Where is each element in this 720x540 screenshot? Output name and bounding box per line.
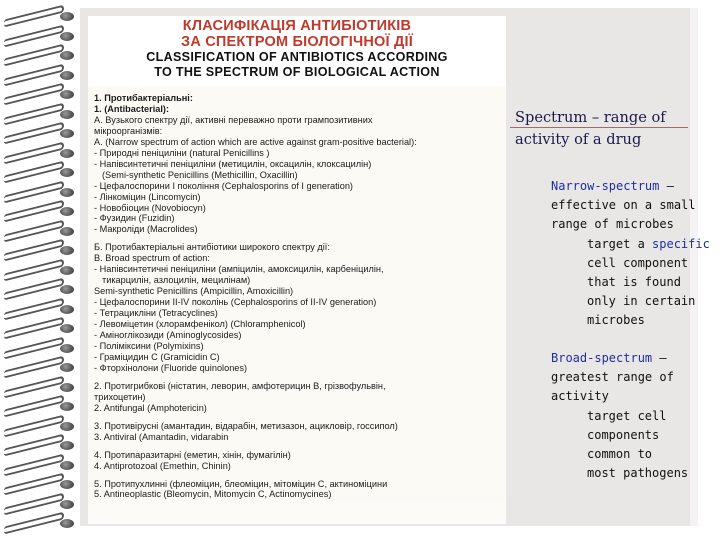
binding-ring (4, 381, 76, 394)
binding-hole (60, 188, 74, 197)
binding-wire (4, 141, 64, 164)
binding-ring (4, 10, 76, 23)
binding-hole (60, 12, 74, 21)
binding-wire (4, 63, 64, 86)
binding-wire (4, 336, 64, 359)
document-line: 3. Противірусні (амантадин, відарабін, метизазон, ацикловір, госсипол) (94, 420, 398, 431)
binding-wire (4, 44, 64, 67)
document-spacer (94, 443, 500, 450)
binding-ring (4, 127, 76, 140)
document-title-ua-2: ЗА СПЕКТРОМ БІОЛОГІЧНОЇ ДІЇ (181, 34, 413, 50)
narrow-dash: – (659, 179, 674, 193)
binding-ring (4, 361, 76, 374)
binding-hole (60, 168, 74, 177)
narrow-sub-line-3: that is found (587, 275, 681, 289)
document-line: 1. (Antibacterial): (94, 103, 170, 114)
binding-ring (4, 283, 76, 296)
narrow-line-2: effective on a small (551, 198, 696, 213)
binding-wire (4, 219, 64, 242)
binding-hole (60, 266, 74, 275)
document-line: 2. Antifungal (Amphotericin) (94, 402, 207, 413)
broad-sub-line-2: components (587, 427, 660, 442)
narrow-sub-line-2: cell component (587, 255, 689, 270)
binding-ring (4, 420, 76, 433)
binding-ring (4, 459, 76, 472)
binding-wire (4, 239, 64, 262)
binding-hole (60, 246, 74, 255)
binding-wire (4, 24, 64, 47)
binding-wire (4, 356, 64, 379)
binding-ring (4, 88, 76, 101)
binding-ring (4, 244, 76, 257)
binding-ring (4, 517, 76, 530)
binding-hole (60, 500, 74, 509)
broad-spectrum-subpoint (587, 407, 688, 484)
binding-wire (4, 297, 64, 320)
binding-hole (60, 519, 74, 528)
document-line: - Цефалоспорини I покоління (Cephalosporins of I generation) (94, 180, 353, 191)
document-line: - Фторхінолони (Fluoride quinolones) (94, 362, 248, 373)
narrow-sub-keyword: specific (652, 236, 710, 251)
narrow-sub-line-5: microbes (587, 313, 645, 328)
binding-ring (4, 303, 76, 316)
document-spacer (94, 374, 500, 381)
binding-wire (4, 258, 64, 281)
document-line: Semi-synthetic Penicillins (Ampicillin, Amoxicillin) (94, 286, 294, 297)
document-line: 1. Протибактеріальні: (94, 93, 193, 103)
binding-ring (4, 166, 76, 179)
broad-sub-line-1: target cell (587, 408, 667, 423)
broad-sub-line-4: most pathogens (587, 466, 689, 481)
document-line: - Природні пеніциліни (natural Penicillins ) (94, 147, 270, 158)
binding-hole (60, 90, 74, 99)
binding-ring (4, 225, 76, 238)
broad-term-line (551, 349, 674, 368)
broad-spectrum-definition (551, 349, 674, 407)
document-line: 5. Протипухлинні (флеоміцин, блеоміцин, мітоміцин С, актиноміцини (94, 478, 388, 489)
document-line: - Макроліди (Macrolides) (94, 224, 198, 235)
document-line: - Напівсинтетичні пеніциліни (ампіцилін, амоксицилін, карбеніцилін, (94, 264, 384, 275)
binding-hole (60, 227, 74, 236)
narrow-sub-line-1 (587, 235, 710, 254)
binding-hole (60, 32, 74, 41)
narrow-sub-line-4: only in certain (587, 294, 696, 309)
binding-wire (4, 492, 64, 515)
binding-ring (4, 108, 76, 121)
broad-line-2: greatest range of (551, 370, 674, 385)
binding-wire (4, 102, 64, 125)
binding-wire (4, 317, 64, 340)
binding-wire (4, 5, 64, 28)
binding-hole (60, 110, 74, 119)
binding-hole (60, 324, 74, 333)
binding-ring (4, 322, 76, 335)
document-line: - Граміцидин С (Gramicidin C) (94, 351, 220, 362)
document-line: - Цефалоспорини II-IV поколінь (Cephalosporins of II-IV generation) (94, 297, 377, 308)
narrow-sub-text: target a (587, 236, 653, 251)
binding-hole (60, 149, 74, 158)
document-spacer (94, 472, 500, 479)
binding-ring (4, 264, 76, 277)
binding-wire (4, 180, 64, 203)
binding-ring (4, 147, 76, 160)
binding-hole (60, 480, 74, 489)
binding-hole (60, 51, 74, 60)
document-title-en-1: CLASSIFICATION OF ANTIBIOTICS ACCORDING (146, 50, 448, 64)
broad-line-3: activity (551, 389, 609, 404)
document-line: B. Broad spectrum of action: (94, 253, 210, 264)
document-line: 4. Antiprotozoal (Emethin, Chinin) (94, 460, 231, 471)
binding-ring (4, 205, 76, 218)
heading-divider (510, 127, 688, 128)
document-line: - Фузидин (Fuzidin) (94, 213, 175, 224)
document-line: тикарцилін, азлоцилін, мецилінам) (102, 275, 251, 286)
binding-wire (4, 473, 64, 496)
binding-ring (4, 49, 76, 62)
document-line: А. Вузького спектру дії, активні переважно проти грампозитивних (94, 114, 373, 125)
binding-ring (4, 498, 76, 511)
binding-hole (60, 305, 74, 314)
binding-ring (4, 342, 76, 355)
document-line: Б. Протибактеріальні антибіотики широкого спектру дії: (94, 242, 330, 253)
document-line: - Тетрацикліни (Tetracyclines) (94, 308, 218, 319)
binding-hole (60, 402, 74, 411)
binding-wire (4, 512, 64, 535)
heading-line-1: Spectrum – range of (515, 109, 666, 126)
document-body (88, 86, 506, 500)
binding-wire (4, 375, 64, 398)
document-line: - Напівсинтетичні пеніциліни (метицилін, оксацилін, клоксацилін) (94, 158, 372, 169)
binding-wire (4, 278, 64, 301)
binding-wire (4, 83, 64, 106)
narrow-spectrum-subpoint (587, 235, 710, 331)
binding-hole (60, 422, 74, 431)
document-header (88, 16, 506, 86)
binding-hole (60, 207, 74, 216)
binding-ring (4, 186, 76, 199)
binding-hole (60, 383, 74, 392)
binding-wire (4, 122, 64, 145)
binding-ring (4, 30, 76, 43)
document-spacer (94, 414, 500, 421)
narrow-spectrum-term: Narrow-spectrum (551, 179, 660, 193)
heading-line-2: activity of a drug (515, 131, 642, 148)
document-line: - Поліміксини (Polymixins) (94, 340, 204, 351)
narrow-line-3: range of microbes (551, 217, 674, 232)
document-line: - Левоміцетин (хлорамфенікол) (Chloramphenicol) (94, 319, 306, 330)
binding-hole (60, 363, 74, 372)
binding-hole (60, 129, 74, 138)
document-line: 3. Antiviral (Amantadin, vidarabin (94, 431, 229, 442)
broad-spectrum-term: Broad-spectrum (551, 351, 653, 365)
binding-ring (4, 439, 76, 452)
binding-wire (4, 434, 64, 457)
document-line: трихоцетин) (94, 391, 146, 402)
document-line: мікроорганізмів: (94, 125, 163, 136)
slide-heading (515, 107, 695, 151)
narrow-spectrum-definition (551, 177, 696, 235)
document-title-ua-1: КЛАСИФІКАЦІЯ АНТИБІОТИКІВ (182, 18, 412, 34)
document-title-en-2: TO THE SPECTRUM OF BIOLOGICAL ACTION (154, 65, 440, 79)
binding-hole (60, 441, 74, 450)
binding-hole (60, 71, 74, 80)
binding-hole (60, 344, 74, 353)
binding-ring (4, 400, 76, 413)
document-line: - Аміноглікозиди (Aminoglycosides) (94, 330, 242, 341)
document-spacer (94, 235, 500, 242)
binding-wire (4, 161, 64, 184)
narrow-term-line (551, 177, 696, 196)
spiral-binding (0, 0, 80, 540)
broad-dash: – (652, 351, 667, 365)
binding-ring (4, 69, 76, 82)
binding-wire (4, 453, 64, 476)
binding-ring (4, 478, 76, 491)
document-line: 4. Протипаразитарні (еметин, хінін, фумагілін) (94, 449, 291, 460)
broad-sub-line-3: common to (587, 447, 653, 461)
document-line: A. (Narrow spectrum of action which are active against gram-positive bacterial): (94, 136, 417, 147)
binding-wire (4, 395, 64, 418)
binding-wire (4, 414, 64, 437)
binding-hole (60, 461, 74, 470)
document-line: 2. Протигрибкові (ністатин, леворин, амфотерицин В, грізвофульвін, (94, 380, 386, 391)
document-line: 5. Antineoplastic (Bleomycin, Mitomycin C, Actinomycines) (94, 489, 332, 500)
binding-wire (4, 200, 64, 223)
document-line: (Semi-synthetic Penicillins (Methicillin, Oxacillin) (102, 169, 298, 180)
document-line: - Новобіоцин (Novobiocyn) (94, 202, 206, 213)
classification-document-image (88, 16, 506, 524)
binding-hole (60, 285, 74, 294)
document-line: - Лінкоміцин (Lincomycin) (94, 191, 201, 202)
